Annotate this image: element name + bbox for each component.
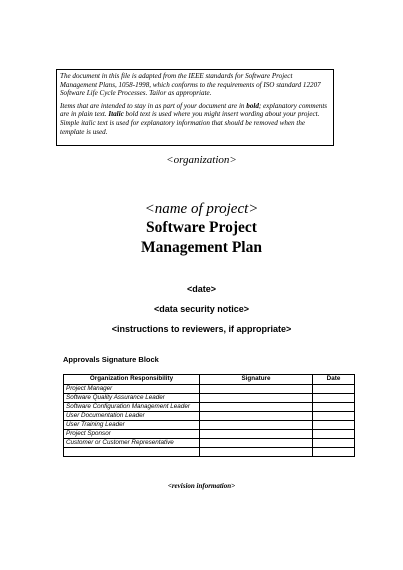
document-title-line-2: Management Plan	[141, 239, 262, 256]
notice-bold-word: bold	[246, 101, 259, 110]
table-row	[64, 412, 355, 421]
signature-cell	[200, 385, 313, 394]
column-header-date: Date	[313, 375, 355, 385]
responsibility-cell: Software Quality Assurance Leader	[64, 394, 200, 403]
table-row	[64, 448, 355, 457]
project-name-placeholder: <name of project>	[144, 201, 259, 217]
organization-placeholder: <organization>	[166, 154, 237, 166]
reviewer-instructions-placeholder: <instructions to reviewers, if appropriate>	[111, 324, 292, 334]
template-notice-box	[56, 69, 334, 146]
responsibility-cell: Customer or Customer Representative	[64, 439, 200, 448]
signature-cell	[200, 421, 313, 430]
date-cell	[313, 448, 355, 457]
security-notice-placeholder: <data security notice>	[153, 304, 250, 314]
responsibility-cell: Project Manager	[64, 385, 200, 394]
notice-paragraph-1: The document in this file is adapted from the IEEE standards for Software Project Management Plans, 1058-1998, which conforms to the requirements of ISO standard 12207 Software Life Cycle Processes. Tailor as appropriate.	[60, 72, 321, 98]
signature-cell	[200, 430, 313, 439]
responsibility-cell: Project Sponsor	[64, 430, 200, 439]
date-cell	[313, 421, 355, 430]
column-header-organization: Organization Responsibility	[64, 375, 200, 385]
document-title-line-1: Software Project	[146, 219, 257, 236]
notice-text: ; explanatory comments are in plain text.	[60, 101, 328, 119]
table-header-row	[64, 375, 355, 385]
signature-cell	[200, 394, 313, 403]
table-row	[64, 394, 355, 403]
date-cell	[313, 439, 355, 448]
signature-cell	[200, 448, 313, 457]
responsibility-cell: Software Configuration Management Leader	[64, 403, 200, 412]
notice-text: Items that are intended to stay in as part of your document are in	[60, 101, 247, 110]
table-row	[64, 403, 355, 412]
notice-paragraph-2	[60, 102, 330, 136]
responsibility-cell: User Training Leader	[64, 421, 200, 430]
date-cell	[313, 412, 355, 421]
column-header-signature: Signature	[200, 375, 313, 385]
signature-cell	[200, 439, 313, 448]
approvals-block-title: Approvals Signature Block	[63, 355, 159, 364]
table-row	[64, 421, 355, 430]
revision-information-placeholder: <revision information>	[167, 482, 236, 490]
date-placeholder: <date>	[186, 284, 217, 294]
date-cell	[313, 394, 355, 403]
date-cell	[313, 430, 355, 439]
responsibility-cell	[64, 448, 200, 457]
signature-cell	[200, 403, 313, 412]
approvals-signature-table	[63, 374, 355, 457]
notice-text: bold text is used where you might insert wording about your project. Simple italic text is used for explanatory information that should be removed when the template is used.	[60, 110, 320, 136]
date-cell	[313, 385, 355, 394]
signature-cell	[200, 412, 313, 421]
table-row	[64, 430, 355, 439]
table-row	[64, 439, 355, 448]
responsibility-cell: User Documentation Leader	[64, 412, 200, 421]
date-cell	[313, 403, 355, 412]
notice-italic-word: Italic	[108, 110, 124, 119]
table-row	[64, 385, 355, 394]
